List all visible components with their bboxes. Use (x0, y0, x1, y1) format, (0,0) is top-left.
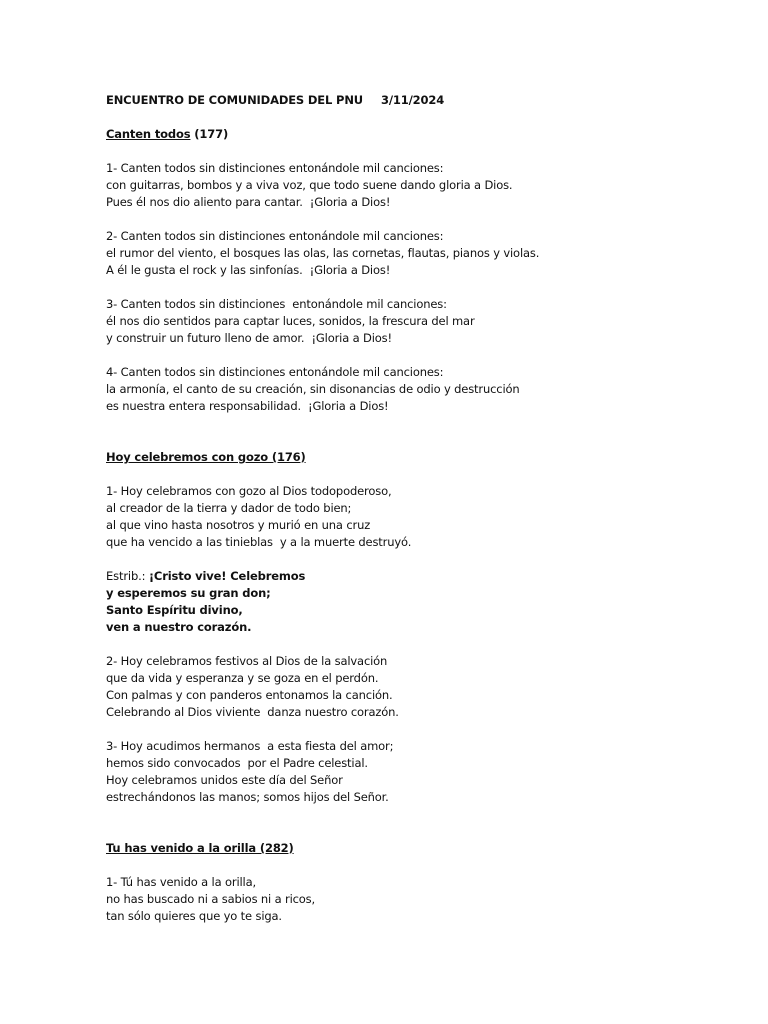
chorus-text: ¡Cristo vive! Celebremos (148, 569, 306, 583)
song-1-verse-2-line-3: A él le gusta el rock y las sinfonías. ¡Gloria a Dios! (106, 263, 391, 277)
song-1-verse-2-line-1: 2- Canten todos sin distinciones entonándole mil canciones: (106, 229, 444, 243)
song-1-verse-1-line-3: Pues él nos dio aliento para cantar. ¡Gloria a Dios! (106, 195, 391, 209)
song-2-chorus-line-1 (106, 568, 726, 585)
song-1-verse-3-line-3: y construir un futuro lleno de amor. ¡Gloria a Dios! (106, 331, 392, 345)
song-1-verse-1-line-1: 1- Canten todos sin distinciones entonándole mil canciones: (106, 161, 444, 175)
song-2-verse-3-line-1: 3- Hoy acudimos hermanos a esta fiesta del amor; (106, 739, 394, 753)
song-3-verse-1-line-2: no has buscado ni a sabios ni a ricos, (106, 892, 316, 906)
song-3-title: Tu has venido a la orilla (282) (106, 841, 294, 855)
song-3-verse-1-line-3: tan sólo quieres que yo te siga. (106, 909, 282, 923)
song-2-verse-2-line-1: 2- Hoy celebramos festivos al Dios de la salvación (106, 654, 388, 668)
song-1-verse-4-line-1: 4- Canten todos sin distinciones entonándole mil canciones: (106, 365, 444, 379)
song-2-verse-3-line-4: estrechándonos las manos; somos hijos del Señor. (106, 790, 389, 804)
song-1-title: Canten todos (106, 127, 191, 141)
song-2-title: Hoy celebremos con gozo (176) (106, 450, 306, 464)
song-2-chorus-line-3: Santo Espíritu divino, (106, 603, 243, 617)
song-1-verse-4-line-2: la armonía, el canto de su creación, sin disonancias de odio y destrucción (106, 382, 520, 396)
song-2-verse-3-line-2: hemos sido convocados por el Padre celestial. (106, 756, 368, 770)
song-1-verse-1-line-2: con guitarras, bombos y a viva voz, que todo suene dando gloria a Dios. (106, 178, 513, 192)
song-2-verse-1-line-4: que ha vencido a las tinieblas y a la muerte destruyó. (106, 535, 412, 549)
song-1-verse-4-line-3: es nuestra entera responsabilidad. ¡Gloria a Dios! (106, 399, 389, 413)
document-header (106, 92, 726, 109)
song-1-heading (106, 126, 726, 143)
song-2-verse-1-line-2: al creador de la tierra y dador de todo bien; (106, 501, 352, 515)
song-2-chorus-line-2: y esperemos su gran don; (106, 586, 271, 600)
chorus-label: Estrib.: (106, 569, 149, 583)
song-2-verse-1-line-3: al que vino hasta nosotros y murió en una cruz (106, 518, 371, 532)
document-page (106, 92, 726, 925)
song-2-verse-1-line-1: 1- Hoy celebramos con gozo al Dios todopoderoso, (106, 484, 392, 498)
song-1-verse-3-line-2: él nos dio sentidos para captar luces, sonidos, la frescura del mar (106, 314, 475, 328)
song-2-chorus-line-4: ven a nuestro corazón. (106, 620, 252, 634)
document-title: ENCUENTRO DE COMUNIDADES DEL PNU (106, 93, 363, 107)
song-1-verse-3-line-1: 3- Canten todos sin distinciones entonándole mil canciones: (106, 297, 447, 311)
song-2-verse-2-line-4: Celebrando al Dios viviente danza nuestro corazón. (106, 705, 399, 719)
song-3-verse-1-line-1: 1- Tú has venido a la orilla, (106, 875, 256, 889)
song-1-number: (177) (190, 127, 229, 141)
song-2-verse-2-line-2: que da vida y esperanza y se goza en el perdón. (106, 671, 379, 685)
song-1-verse-2-line-2: el rumor del viento, el bosques las olas, las cornetas, flautas, pianos y violas. (106, 246, 540, 260)
song-2-verse-2-line-3: Con palmas y con panderos entonamos la canción. (106, 688, 393, 702)
document-date: 3/11/2024 (380, 93, 445, 107)
song-2-verse-3-line-3: Hoy celebramos unidos este día del Señor (106, 773, 343, 787)
